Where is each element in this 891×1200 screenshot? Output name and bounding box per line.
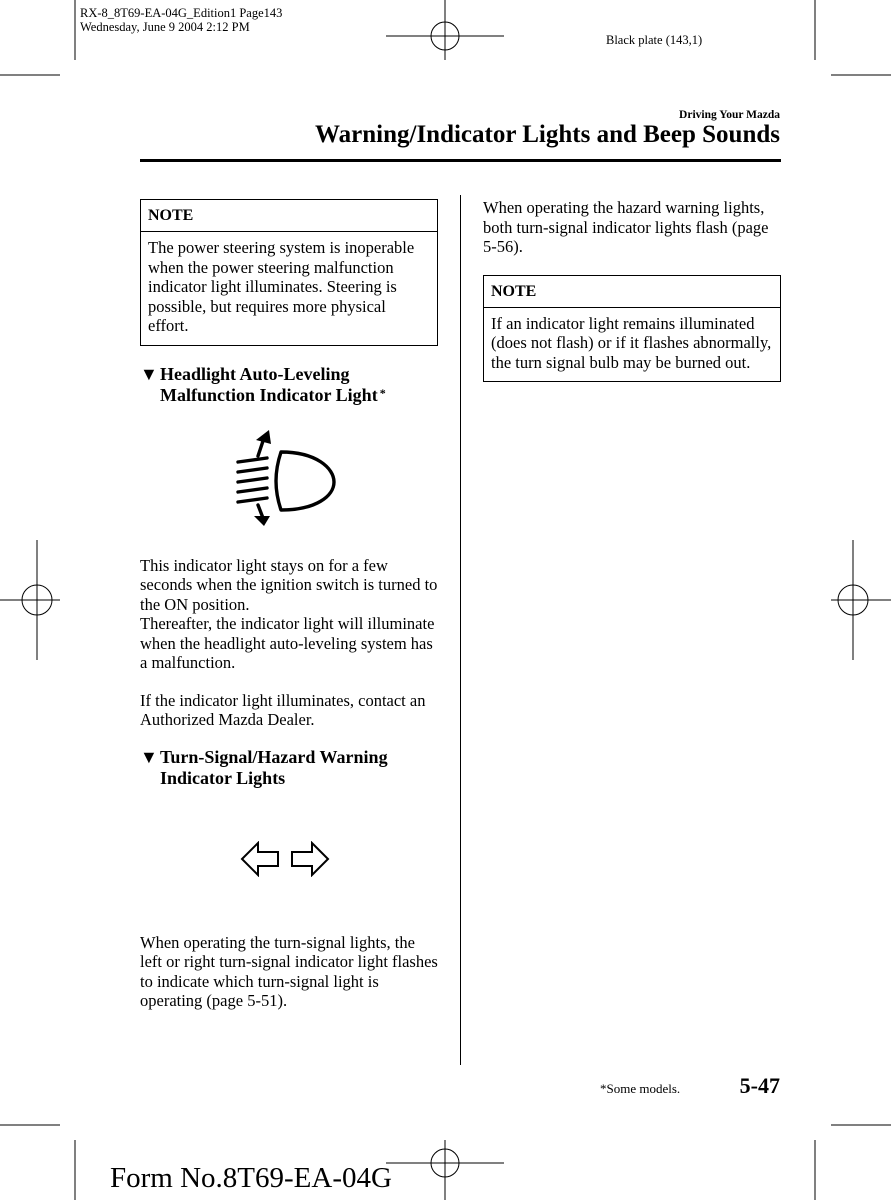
heading-line-1: Turn-Signal/Hazard Warning [160, 746, 388, 767]
power-steering-note [140, 199, 438, 346]
headlight-contact-text: If the indicator light illuminates, contact an Authorized Mazda Dealer. [140, 690, 426, 729]
hazard-text: When operating the hazard warning lights, both turn-signal indicator lights flash (page 5-56). [483, 198, 769, 256]
heading-line-2: Malfunction Indicator Light [160, 384, 378, 405]
section-label: Driving Your Mazda [679, 109, 780, 121]
note-title: NOTE [484, 276, 780, 308]
headlight-text-2: Thereafter, the indicator light will illuminate when the headlight auto-leveling system has a malfunction. [140, 614, 435, 672]
heading-line-1: Headlight Auto-Leveling [160, 363, 350, 384]
headlight-text-1: This indicator light stays on for a few seconds when the ignition switch is turned to the ON position. [140, 555, 438, 614]
footnote: *Some models. [600, 1081, 681, 1096]
section-marker-icon: ▼ [140, 363, 158, 384]
title-divider [140, 159, 781, 162]
plate-label: Black plate (143,1) [606, 33, 703, 47]
asterisk-mark: * [379, 385, 386, 400]
note-text: The power steering system is inoperable when the power steering malfunction indicator light illuminates. Steering is possible, but requires more physical effort. [148, 238, 415, 335]
heading-line-2: Indicator Lights [160, 767, 286, 788]
form-number: Form No.8T69-EA-04G [110, 1162, 392, 1194]
turn-signal-arrows-icon [240, 841, 330, 877]
column-divider [460, 195, 461, 1065]
section-marker-icon: ▼ [140, 746, 158, 767]
page-number: 5-47 [739, 1073, 780, 1098]
right-column [483, 198, 781, 382]
bulb-note [483, 275, 781, 383]
note-text: If an indicator light remains illuminated (does not flash) or if it flashes abnormally, the turn signal bulb may be burned out. [491, 313, 772, 372]
print-header-filename: RX-8_8T69-EA-04G_Edition1 Page143 [80, 6, 283, 20]
headlight-leveling-icon [236, 430, 340, 530]
page-title: Warning/Indicator Lights and Beep Sounds [315, 121, 780, 148]
headlight-description [140, 556, 438, 673]
turn-signal-heading [140, 747, 438, 789]
turn-signal-text: When operating the turn-signal lights, the left or right turn-signal indicator light flashes to indicate which turn-signal light is operating (page 5-51). [140, 932, 438, 1010]
print-header-date: Wednesday, June 9 2004 2:12 PM [80, 20, 250, 34]
note-title: NOTE [141, 200, 437, 232]
left-column [140, 199, 438, 1011]
headlight-leveling-heading [140, 364, 438, 406]
